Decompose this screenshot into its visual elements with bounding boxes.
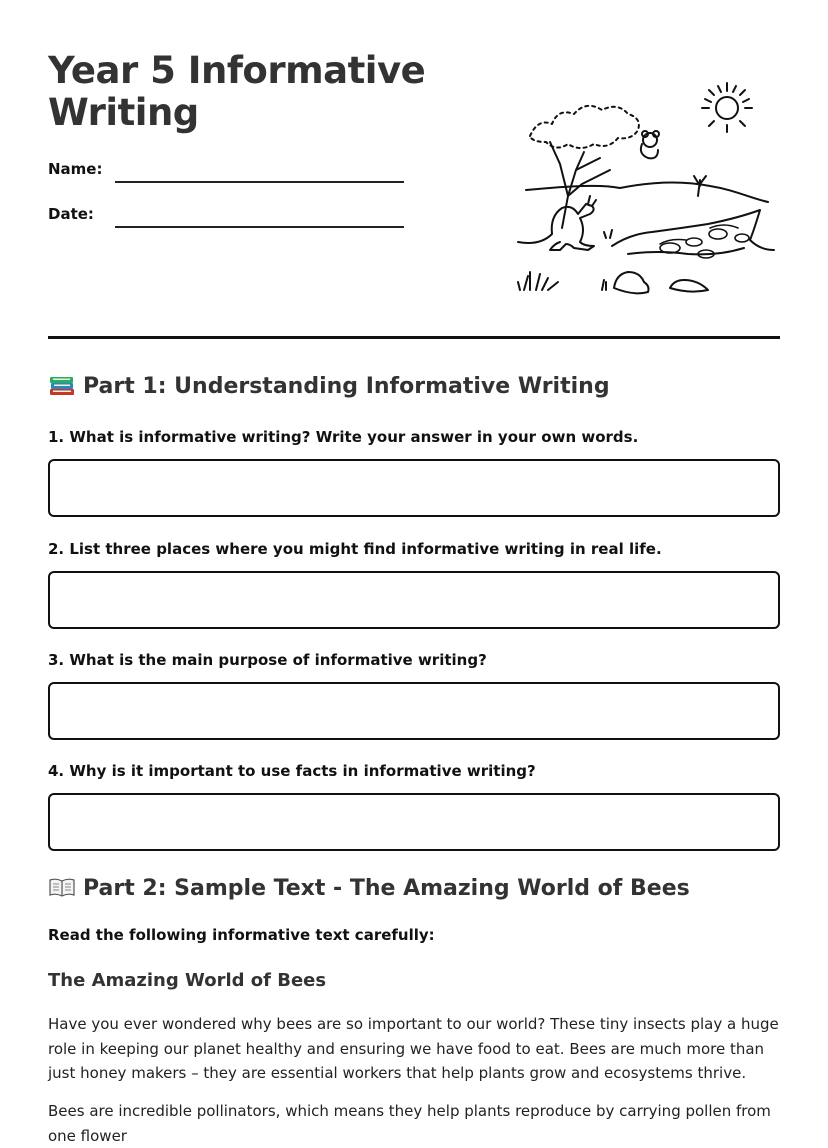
part1-heading [48,374,610,399]
part2-heading [48,876,690,901]
worksheet-title: Year 5 Informative Writing [48,49,426,134]
date-label: Date: [48,205,94,223]
answer-box-2[interactable] [48,571,780,629]
name-field[interactable] [48,160,408,190]
question-1: 1. What is informative writing? Write your answer in your own words. [48,428,639,446]
part2-heading-text: Part 2: Sample Text - The Amazing World of Bees [83,876,690,901]
answer-box-1[interactable] [48,459,780,517]
name-label: Name: [48,160,103,178]
kangaroo-icon [518,196,596,250]
answer-box-3[interactable] [48,682,780,740]
sample-text-title: The Amazing World of Bees [48,970,327,991]
date-line[interactable] [115,226,404,228]
question-3: 3. What is the main purpose of informative writing? [48,651,487,669]
answer-box-4[interactable] [48,793,780,851]
header-divider [48,336,780,339]
sample-paragraph-1: Have you ever wondered why bees are so important to our world? These tiny insects play a huge role in keeping our planet healthy and ensuring we have food to eat. Bees are much more than just honey makers – they are essential workers that help plants grow and ecosystems thrive. [48,1015,779,1082]
sample-paragraph-2: Bees are incredible pollinators, which means they help plants reproduce by carrying pollen from one flower [48,1102,771,1145]
sun-icon [702,83,752,132]
outback-landscape-illustration [510,78,780,303]
part1-heading-text: Part 1: Understanding Informative Writing [83,374,610,399]
koala-icon [641,131,659,158]
open-book-icon [48,876,76,898]
question-4: 4. Why is it important to use facts in informative writing? [48,762,536,780]
name-line[interactable] [115,181,404,183]
tree-icon [530,106,639,228]
date-field[interactable] [48,205,408,235]
books-icon [48,374,76,396]
question-2: 2. List three places where you might find informative writing in real life. [48,540,662,558]
reading-instruction: Read the following informative text carefully: [48,926,435,944]
